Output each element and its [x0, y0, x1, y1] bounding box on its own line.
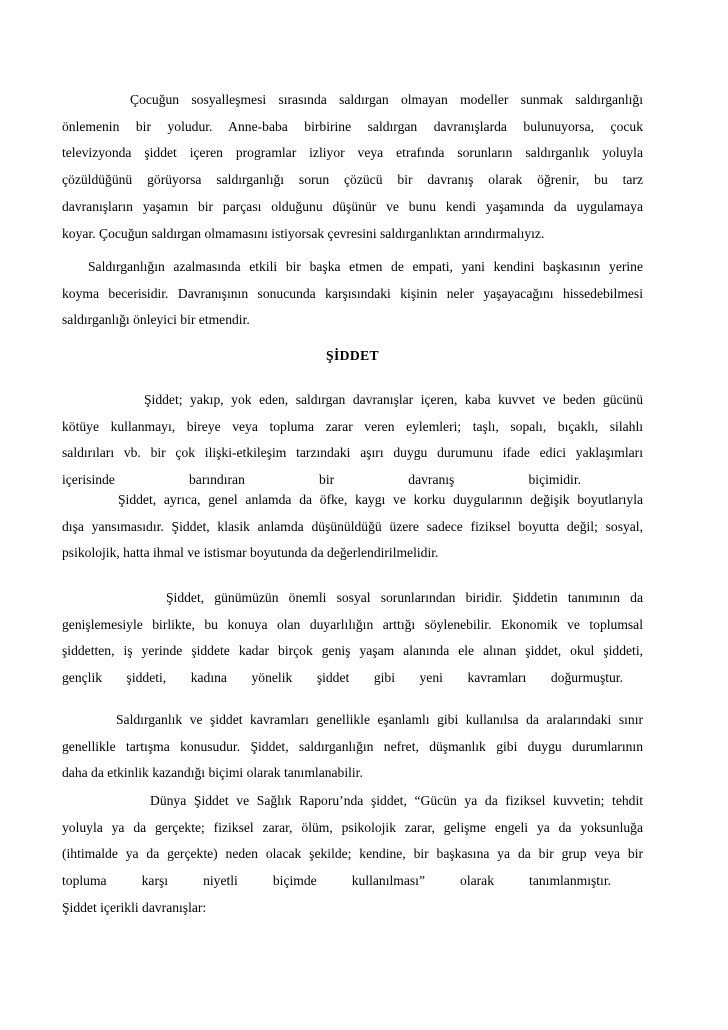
paragraph-5: [62, 585, 643, 692]
text-line: Şiddet, günümüzün önemli sosyal sorunlarından biridir. Şiddetin tanımının da: [166, 590, 643, 605]
text-line: kötüye kullanmayı, bireye veya topluma zarar veren eylemleri; taşlı, sopalı, bıçaklı, silahlı: [62, 418, 643, 434]
paragraph-3: [62, 387, 643, 494]
text-line: Saldırganlık ve şiddet kavramları genellikle eşanlamlı gibi kullanılsa da aralarındaki sınır: [116, 712, 643, 727]
text-line: (ihtimalde ya da gerçekte) neden olacak şekilde; kendine, bir başkasına ya da bir grup veya bir: [62, 846, 643, 862]
text-line: televizyonda şiddet içeren programlar izliyor veya etrafında sorunların saldırganlık yoluyla: [62, 145, 643, 161]
text-line: koyma becerisidir. Davranışının sonucunda karşısındaki kişinin neler yaşayacağını hissedebilmesi: [62, 285, 643, 301]
text-line: davranışların yaşamın bir parçası olduğunu düşünür ve bunu kendi yaşamında da uygulamaya: [62, 198, 643, 214]
text-line: saldırganlığı önleyici bir etmendir.: [62, 312, 250, 328]
text-line: genellikle tartışma konusudur. Şiddet, saldırganlığın nefret, düşmanlık gibi duygu durumlarının: [62, 738, 643, 754]
text-line: Şiddet, ayrıca, genel anlamda da öfke, kaygı ve korku duygularının değişik boyutlarıyla: [118, 492, 643, 507]
section-heading: ŞİDDET: [325, 348, 380, 363]
text-line: içerisinde barındıran bir davranış biçimidir.: [62, 472, 581, 488]
text-line: yoluyla ya da gerçekte; fiziksel zarar, ölüm, psikolojik zarar, gelişme engeli ya da yoksunluğa: [62, 819, 643, 835]
text-line: topluma karşı niyetli biçimde kullanılması” olarak tanımlanmıştır.: [62, 873, 611, 889]
paragraph-6: [62, 707, 643, 787]
text-line: çözüldüğünü görüyorsa saldırganlığı sorun çözücü bir davranış olarak öğrenir, bu tarz: [62, 172, 643, 188]
text-line: koyar. Çocuğun saldırgan olmamasını istiyorsak çevresini saldırganlıktan arındırmalıyız.: [62, 225, 545, 241]
text-line: önlemenin bir yoludur. Anne-baba birbirine saldırgan davranışlarda bulunuyorsa, çocuk: [62, 118, 643, 134]
text-line: Şiddet içerikli davranışlar:: [62, 899, 207, 915]
text-line: psikolojik, hatta ihmal ve istismar boyutunda da değerlendirilmelidir.: [62, 545, 439, 561]
text-line: Çocuğun sosyalleşmesi sırasında saldırgan olmayan modeller sunmak saldırganlığı: [130, 92, 643, 107]
text-line: Şiddet; yakıp, yok eden, saldırgan davranışlar içeren, kaba kuvvet ve beden gücünü: [144, 392, 643, 407]
paragraph-2: [62, 254, 643, 334]
text-line: Saldırganlığın azalmasında etkili bir başka etmen de empati, yani kendini başkasının yerine: [88, 259, 643, 274]
paragraph-4: [62, 487, 643, 567]
text-line: Dünya Şiddet ve Sağlık Raporu’nda şiddet, “Gücün ya da fiziksel kuvvetin; tehdit: [150, 793, 643, 808]
text-line: şiddetten, iş yerinde şiddete kadar birçok geniş yaşam alanında ele alınan şiddet, okul şiddeti,: [62, 643, 643, 659]
paragraph-7: [62, 788, 643, 922]
text-line: genişlemesiyle birlikte, bu konuya olan duyarlılığın arttığı söylenebilir. Ekonomik ve toplumsal: [62, 616, 643, 632]
text-line: dışa yansımasıdır. Şiddet, klasik anlamda düşünüldüğü üzere sadece fiziksel boyutta değil; sosyal,: [62, 518, 643, 534]
text-line: gençlik şiddeti, kadına yönelik şiddet gibi yeni kavramları doğurmuştur.: [62, 670, 623, 686]
text-line: daha da etkinlik kazandığı biçimi olarak tanımlanabilir.: [62, 765, 363, 781]
paragraph-1: [62, 87, 643, 247]
text-line: saldırıları vb. bir çok ilişki-etkileşim tarzındaki aşırı duygu durumunu ifade edici yaklaşımları: [62, 445, 643, 461]
